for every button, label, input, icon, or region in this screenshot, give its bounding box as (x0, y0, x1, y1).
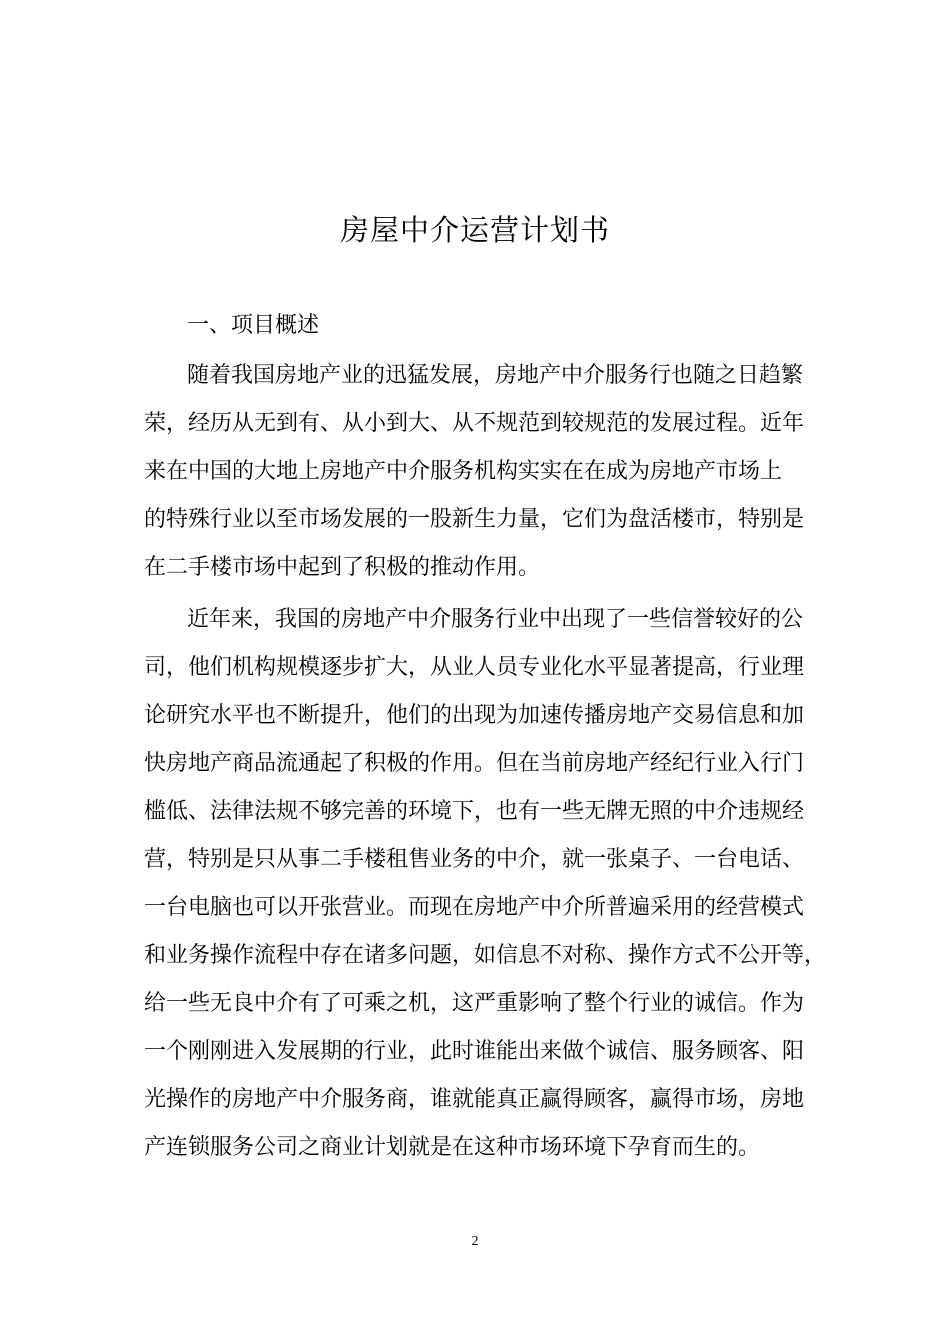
text-line: 论研究水平也不断提升，他们的出现为加速传播房地产交易信息和加 (144, 703, 805, 728)
text-line: 来在中国的大地上房地产中介服务机构实实在在成为房地产市场上 (144, 459, 783, 484)
text-line: 随着我国房地产业的迅猛发展，房地产中介服务行也随之日趋繁 (187, 363, 804, 388)
section-heading: 一、项目概述 (187, 313, 320, 338)
text-line: 的特殊行业以至市场发展的一股新生力量，它们为盘活楼市，特别是 (144, 507, 805, 532)
text-line: 营，特别是只从事二手楼租售业务的中介，就一张桌子、一台电话、 (144, 847, 805, 872)
text-line: 近年来，我国的房地产中介服务行业中出现了一些信誉较好的公 (187, 607, 804, 632)
text-line: 产连锁服务公司之商业计划就是在这种市场环境下孕育而生的。 (144, 1135, 761, 1160)
page-title: 房屋中介运营计划书 (339, 213, 610, 247)
text-line: 快房地产商品流通起了积极的作用。但在当前房地产经纪行业入行门 (144, 751, 805, 776)
text-line: 给一些无良中介有了可乘之机，这严重影响了整个行业的诚信。作为 (144, 991, 805, 1016)
text-line: 和业务操作流程中存在诸多问题，如信息不对称、操作方式不公开等， (144, 943, 827, 968)
text-line: 荣，经历从无到有、从小到大、从不规范到较规范的发展过程。近年 (144, 411, 805, 436)
text-line: 在二手楼市场中起到了积极的推动作用。 (144, 555, 541, 580)
text-line: 一台电脑也可以开张营业。而现在房地产中介所普遍采用的经营模式 (144, 895, 805, 920)
text-line: 槛低、法律法规不够完善的环境下，也有一些无牌无照的中介违规经 (144, 799, 805, 824)
text-line: 司，他们机构规模逐步扩大，从业人员专业化水平显著提高，行业理 (144, 655, 805, 680)
page-number: 2 (471, 1234, 479, 1249)
text-line: 光操作的房地产中介服务商，谁就能真正赢得顾客，赢得市场，房地 (144, 1087, 805, 1112)
text-line: 一个刚刚进入发展期的行业，此时谁能出来做个诚信、服务顾客、阳 (144, 1039, 805, 1064)
